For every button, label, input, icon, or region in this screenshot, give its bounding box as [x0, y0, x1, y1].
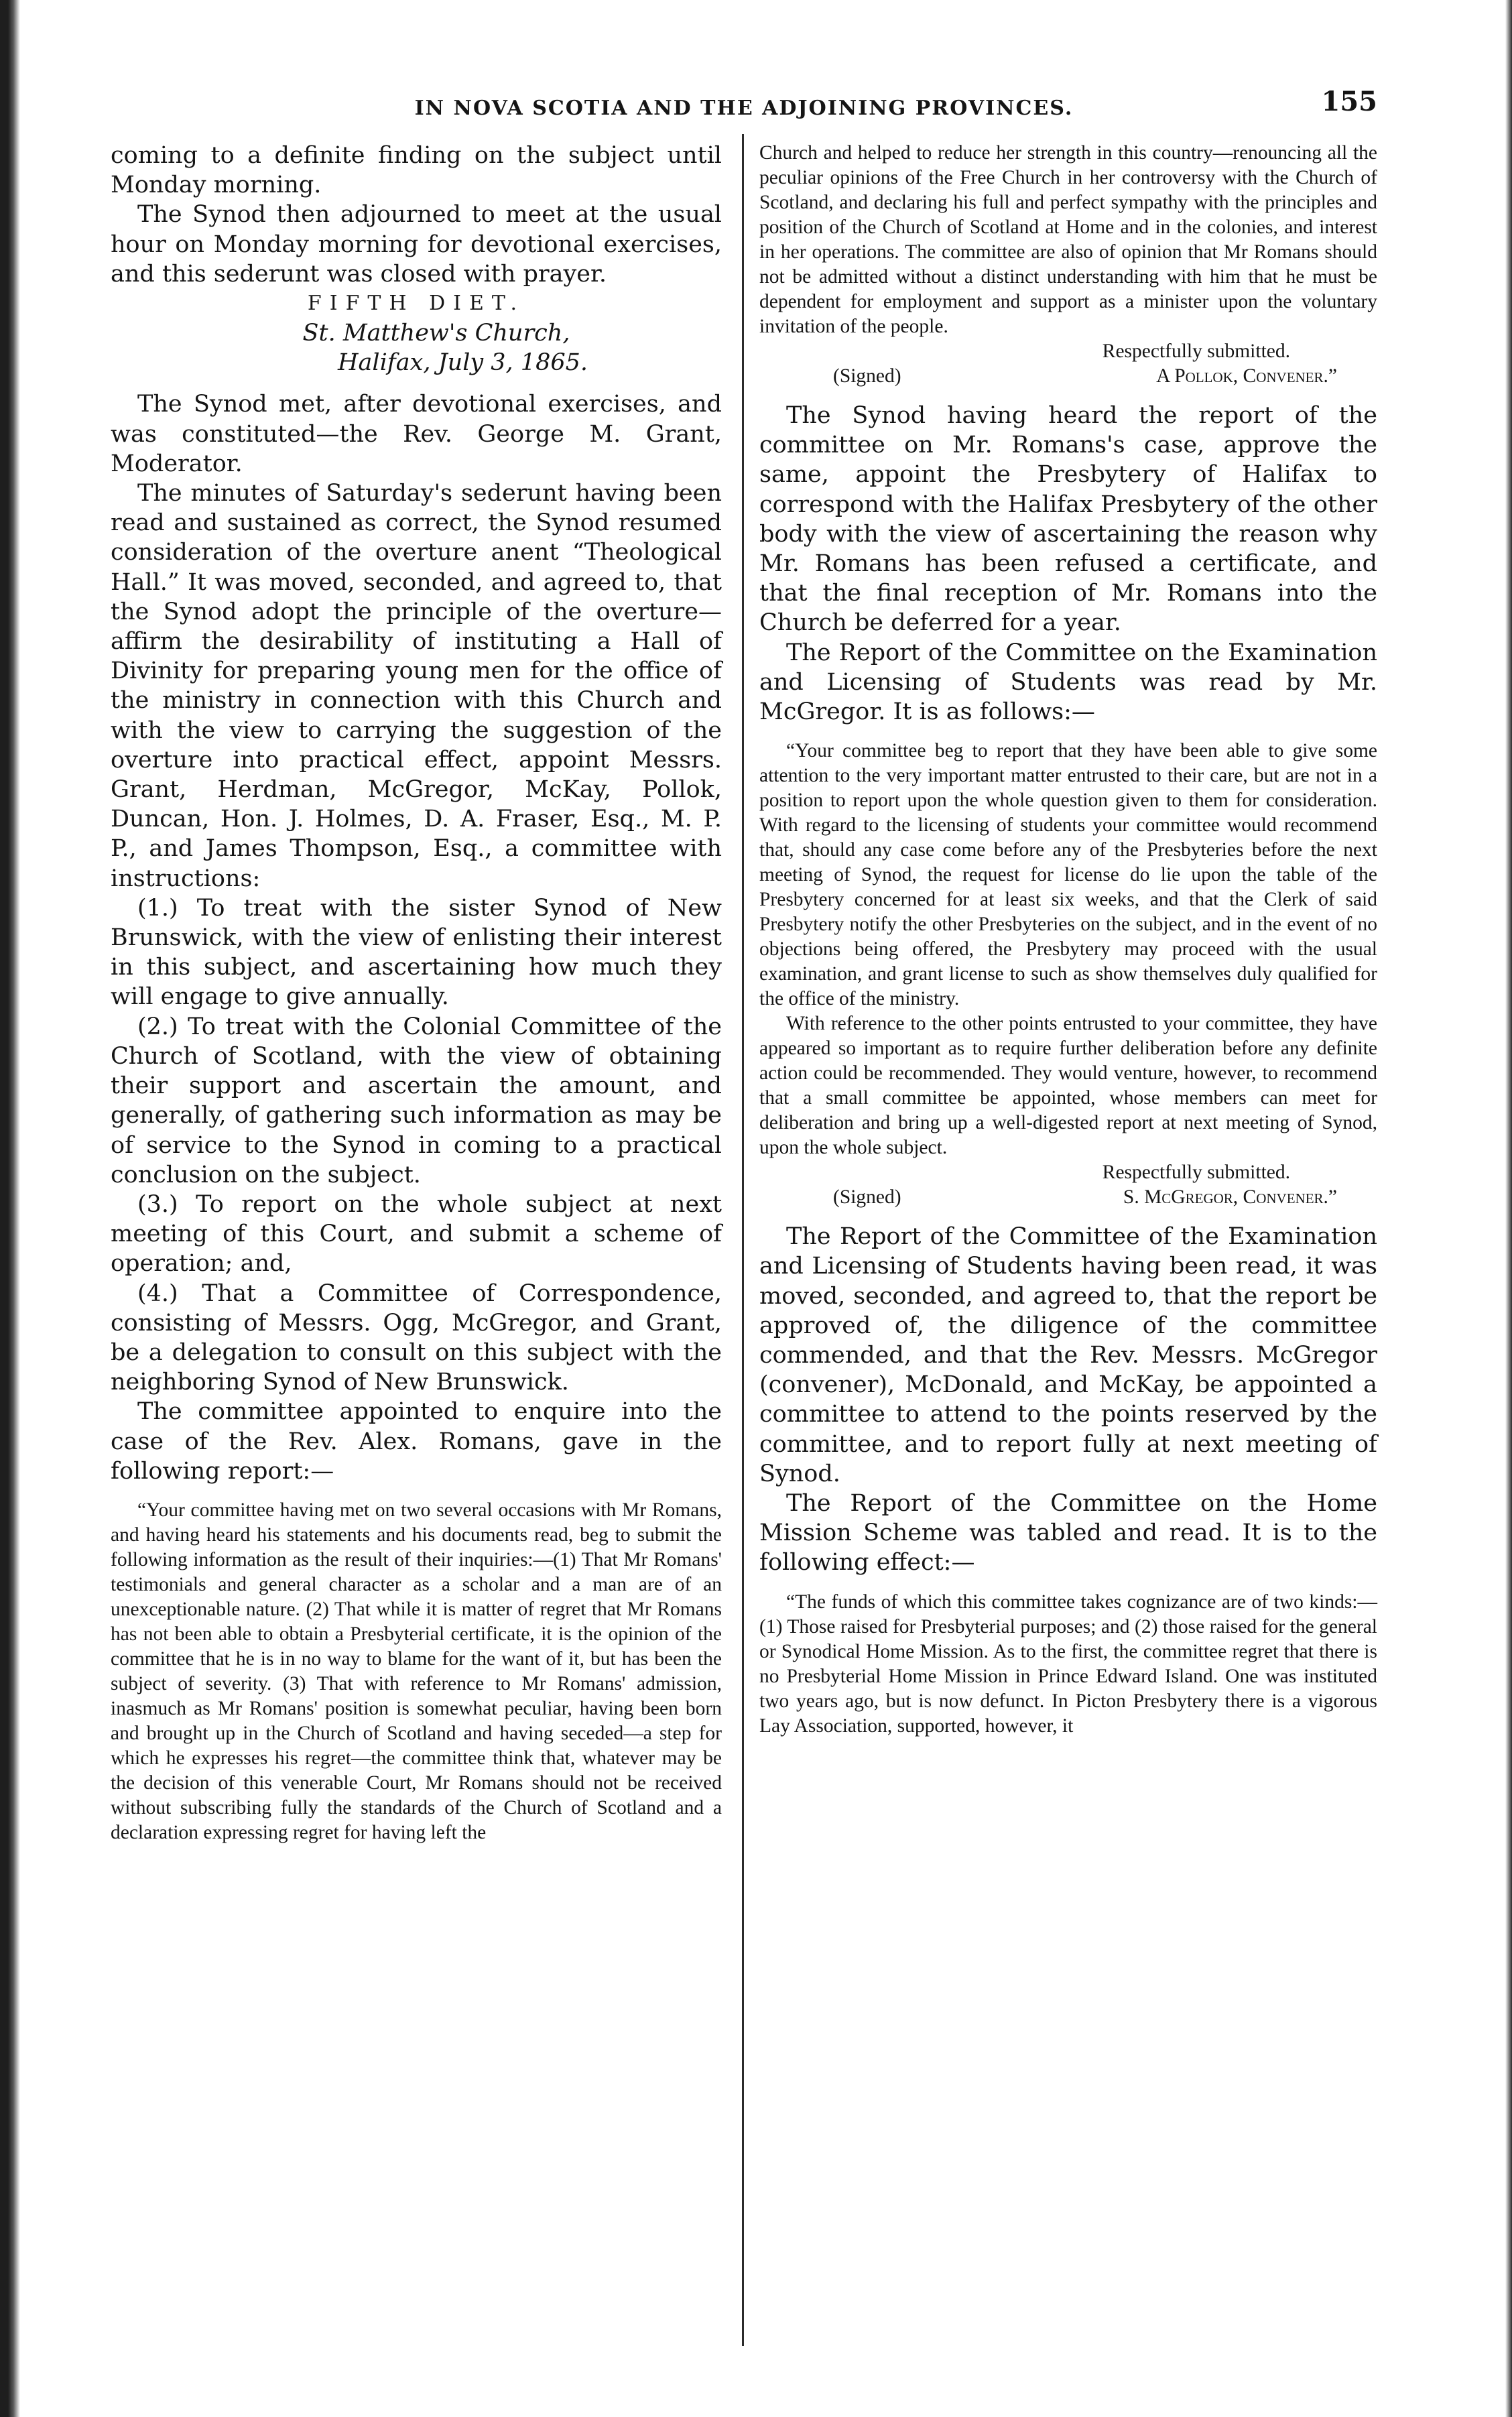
report-home-mission: “The funds of which this committee takes cognizance are of two kinds:—(1) Those raised for Presbyterial purposes; and (2) those raised for the general or Synodical Home Mission. As to the first, the committee regret that there is no Presbyterial Home Mission in Prince Edward Island. One was instituted two years ago, but is now defunct. In Picton Presbytery there is a vigorous Lay Association, supported, however, it [759, 1591, 1377, 1737]
dateline [111, 318, 722, 377]
instruction-item-1: (1.) To treat with the sister Synod of New Brunswick, with the view of enlisting their interest in this subject, and ascertaining how much they will engage to give annually. [111, 894, 722, 1011]
paragraph-theological-hall: The minutes of Saturday's sederunt having been read and sustained as correct, the Synod resumed consideration of the overture anent “Theological Hall.” It was moved, seconded, and agreed to, that the Synod adopt the principle of the overture—affirm the desirability of instituting a Hall of Divinity for preparing young men for the office of the ministry in connection with this Church and with the view to carrying the suggestion of the overture into practical effect, appoint Messrs. Grant, Herdman, McGregor, McKay, Pollok, Duncan, Hon. J. Holmes, D. A. Fraser, Esq., M. P. P., and James Thompson, Esq., a committee with instructions: [111, 480, 722, 892]
report-exam-2: With reference to the other points entrusted to your committee, they have appeared so important as to require further deliberation before any definite action could be recommended. They would venture, however, to recommend that a small committee be appointed, whose members can meet for deliberation and bring up a well-digested report at next meeting of Synod, upon the whole subject. [759, 1013, 1377, 1159]
signed-label-2: (Signed) [833, 1186, 901, 1208]
scan-edge-right [1505, 0, 1512, 2417]
signed-name-1: A Pollok, Convener.” [1156, 365, 1337, 387]
signature-1 [759, 364, 1377, 389]
right-column [759, 141, 1377, 1739]
respectfully-submitted-1: Respectfully submitted. [1102, 340, 1290, 362]
spacer [111, 1486, 722, 1498]
paragraph-exam-approved: The Report of the Committee of the Examination and Licensing of Students having been read, it was moved, seconded, and agreed to, that the report be approved of, the diligence of the committee commended, and that the Rev. Messrs. McGregor (convener), McDonald, and McKay, be appointed a committee to attend to the points reserved by the committee, and to report fully at next meeting of Synod. [759, 1223, 1377, 1487]
paragraph-synod-met: The Synod met, after devotional exercises, and was constituted—the Rev. George M. Grant, Moderator. [111, 391, 722, 477]
column-rule [742, 134, 744, 2346]
instruction-item-4: (4.) That a Committee of Correspondence, consisting of Messrs. Ogg, McGregor, and Grant, be a delegation to consult on this subject with the neighboring Synod of New Brunswick. [111, 1280, 722, 1396]
signature-2 [759, 1185, 1377, 1210]
respectfully-submitted-2: Respectfully submitted. [1102, 1162, 1290, 1184]
running-title: IN NOVA SCOTIA AND THE ADJOINING PROVINCES. [414, 97, 1074, 120]
instruction-item-3: (3.) To report on the whole subject at next meeting of this Court, and submit a scheme of operation; and, [111, 1190, 722, 1278]
dateline-church: St. Matthew's Church, [302, 320, 570, 347]
paragraph-home-mission-intro: The Report of the Committee on the Home Mission Scheme was tabled and read. It is to the following effect:— [759, 1490, 1377, 1576]
paragraph-continued: coming to a definite finding on the subject until Monday morning. [111, 142, 722, 199]
running-head [111, 80, 1377, 134]
report-romans-continued: Church and helped to reduce her strength in this country—renouncing all the peculiar opinions of the Free Church in her controversy with the Church of Scotland, and declaring his full and perfect sympathy with the principles and position of the Church of Scotland at Home and in the colonies, and interest in her operations. The committee are also of opinion that Mr Romans should not be admitted without a distinct understanding with him that he must be dependent for employment and support as a minister upon the voluntary invitation of the people. [759, 142, 1377, 337]
report-exam-1: “Your committee beg to report that they have been able to give some attention to the very important matter entrusted to their care, but are not in a position to report upon the whole question given to them for consideration. With regard to the licensing of students your committee would recommend that, should any case come before any of the Presbyteries before the next meeting of Synod, the request for license do lie upon the table of the Presbytery concerned for at least six weeks, and that the Clerk of said Presbytery notify the other Presbyteries on the subject, and in the event of no objections being offered, the Presbytery may proceed with the usual examination, and grant license to such as show themselves duly qualified for the office of the ministry. [759, 740, 1377, 1010]
diet-heading: FIFTH DIET. [307, 292, 525, 316]
page [111, 80, 1377, 2386]
scan-edge-left [0, 0, 20, 2417]
paragraph-romans-committee: The committee appointed to enquire into the case of the Rev. Alex. Romans, gave in the following report:— [111, 1398, 722, 1485]
dateline-date: Halifax, July 3, 1865. [338, 349, 588, 377]
spacer [759, 727, 1377, 739]
columns [111, 134, 1377, 2373]
spacer [759, 389, 1377, 401]
paragraph-adjourn: The Synod then adjourned to meet at the usual hour on Monday morning for devotional exercises, and this sederunt was closed with prayer. [111, 201, 722, 288]
spacer [759, 1578, 1377, 1590]
report-romans: “Your committee having met on two several occasions with Mr Romans, and having heard his statements and his documents read, beg to submit the following information as the result of their inquiries:—(1) That Mr Romans' testimonials and general character as a scholar and a man are of an unexceptionable nature. (2) That while it is matter of regret that Mr Romans has not been able to obtain a Presbyterial certificate, it is the opinion of the committee that he is in no way to blame for the want of it, but has been the subject of severity. (3) That with reference to Mr Romans' admission, inasmuch as Mr Romans' position is somewhat peculiar, having been born and brought up in the Church of Scotland and having seceded—a step for which he expresses his regret—the committee think that, whatever may be the decision of this venerable Court, Mr Romans should not be received without subscribing fully the standards of the Church of Scotland and a declaration expressing regret for having left the [111, 1499, 722, 1843]
spacer [111, 377, 722, 389]
left-column [111, 141, 722, 1845]
paragraph-romans-decision: The Synod having heard the report of the committee on Mr. Romans's case, approve the same, appoint the Presbytery of Halifax to correspond with the Halifax Presbytery of the other body with the view of ascertaining the reason why Mr. Romans has been refused a certificate, and that the final reception of Mr. Romans into the Church be deferred for a year. [759, 402, 1377, 637]
paragraph-exam-report-intro: The Report of the Committee on the Examination and Licensing of Students was read by Mr. McGregor. It is as follows:— [759, 639, 1377, 726]
page-number: 155 [1321, 86, 1377, 117]
signed-label-1: (Signed) [833, 365, 901, 387]
spacer [759, 1210, 1377, 1222]
instruction-item-2: (2.) To treat with the Colonial Committee of the Church of Scotland, with the view of obtaining their support and ascertain the amount, and generally, of gathering such information as may be of service to the Synod in coming to a practical conclusion on the subject. [111, 1013, 722, 1188]
signed-name-2: S. McGregor, Convener.” [1123, 1186, 1337, 1208]
